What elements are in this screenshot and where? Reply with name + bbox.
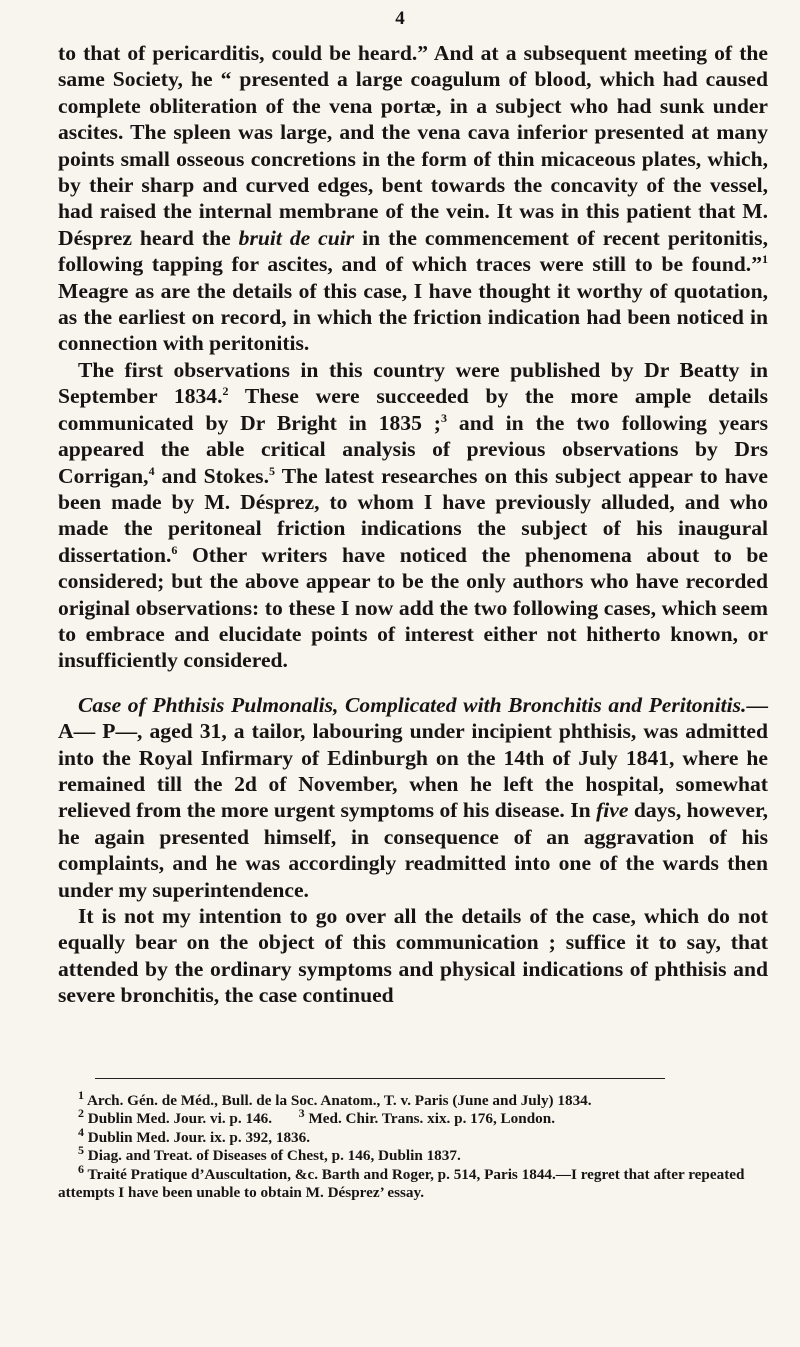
footnote-ref-5[interactable]: 5 xyxy=(268,463,275,478)
footnote-2-3 xyxy=(58,1106,770,1128)
p2-text-e: The latest researches on this subject appear to have been made by M. Désprez, to whom I have previously alluded, and who made the peritoneal friction indications the subject of his inaugural dissertation. xyxy=(58,463,768,567)
footnote-text: Diag. and Treat. of Diseases of Chest, p. 146, Dublin 1837. xyxy=(87,1147,461,1165)
footnote-ref-4[interactable]: 4 xyxy=(148,463,155,478)
footnote-number: 3 xyxy=(298,1106,305,1121)
footnote-divider xyxy=(95,1078,665,1079)
p2-text-c: and in the two following years appeared the able critical analysis of previous observations by Drs Corrigan, xyxy=(58,410,768,488)
p3-text-a: —A— P—, aged 31, a tailor, labouring under incipient phthisis, was admitted into the Royal Infirmary of Edinburgh on the 14th of July 1841, where he remained till the 2d of November, when he left the hospital, somewhat relieved from the more urgent symptoms of his disease. In xyxy=(58,692,768,823)
footnote-4 xyxy=(58,1124,770,1147)
paragraph-2 xyxy=(58,357,768,674)
footnote-ref-1[interactable]: 1 xyxy=(762,252,768,267)
footnote-1 xyxy=(58,1087,770,1110)
footnote-6 xyxy=(58,1161,770,1203)
footnote-number: 4 xyxy=(78,1124,84,1139)
p3-text-b: days, however, he again presented himself, in consequence of an aggravation of his complaints, and he was accordingly readmitted into one of the wards then under my superintendence. xyxy=(58,798,769,902)
p1-text-b: in the commencement of recent peritonitis, following tapping for ascites, and of which traces were still to be found.” xyxy=(58,225,768,277)
p2-text-d: and Stokes. xyxy=(154,463,269,488)
body-text xyxy=(58,40,768,1009)
p1-text-a: to that of pericarditis, could be heard.” And at a subsequent meeting of the same Society, he “ presented a large coagulum of blood, which had caused complete obliteration of the vena portæ, in a subject who had sunk under ascites. The spleen was large, and the vena cava inferior presented at many points small osseous concretions in the form of thin micaceous plates, which, by their sharp and curved edges, bent towards the concavity of the vessel, had raised the internal membrane of the vein. It was in this patient that M. Désprez heard the xyxy=(58,41,768,250)
paragraph-3 xyxy=(58,692,768,903)
paragraph-1 xyxy=(58,40,768,357)
footnote-number: 2 xyxy=(78,1106,84,1121)
footnote-number: 6 xyxy=(78,1161,84,1176)
footnote-ref-2[interactable]: 2 xyxy=(222,384,229,399)
footnote-text: Arch. Gén. de Méd., Bull. de la Soc. Anatom., T. v. Paris (June and July) 1834. xyxy=(86,1092,592,1109)
paragraph-4: It is not my intention to go over all the details of the case, which do not equally bear on the object of this communication ; suffice it to say, that attended by the ordinary symptoms and physical indications of phthisis and severe bronchitis, the case continued xyxy=(58,904,768,1008)
p2-text-b: These were succeeded by the more ample details communicated by Dr Bright in 1835 ; xyxy=(58,384,768,435)
p1-text-c: Meagre as are the details of this case, I have thought it worthy of quotation, as the earliest on record, in which the friction indication had been noticed in connection with peritonitis. xyxy=(58,278,768,356)
footnote-5 xyxy=(58,1143,770,1165)
p2-text-a: The first observations in this country were published by Dr Beatty in September 1834. xyxy=(58,357,768,409)
footnote-text: Med. Chir. Trans. xix. p. 176, London. xyxy=(308,1110,556,1128)
footnote-number: 5 xyxy=(78,1143,84,1158)
p2-text-f: Other writers have noticed the phenomena about to be considered; but the above appear to be the only authors who have recorded original observations: to these I now add the two following cases, which seem to embrace and elucidate points of interest either not hitherto known, or insufficiently considered. xyxy=(58,542,768,673)
case-title: Case of Phthisis Pulmonalis, Complicated with Bronchitis and Peritonitis. xyxy=(78,692,747,717)
footnote-number: 1 xyxy=(78,1087,84,1102)
footnote-text: Dublin Med. Jour. ix. p. 392, 1836. xyxy=(87,1128,311,1146)
p3-italic: five xyxy=(596,798,629,823)
footnote-text: Traité Pratique d’Auscultation, &c. Barth and Roger, p. 514, Paris 1844.—I regret that after repeated attempts I have been unable to obtain M. Désprez’ essay. xyxy=(58,1165,745,1202)
footnotes xyxy=(58,1087,770,1202)
page-number: 4 xyxy=(395,8,405,29)
footnote-ref-6[interactable]: 6 xyxy=(171,542,178,557)
footnote-text: Dublin Med. Jour. vi. p. 146. xyxy=(87,1110,273,1128)
footnote-ref-3[interactable]: 3 xyxy=(440,410,447,425)
p1-italic: bruit de cuir xyxy=(238,225,355,250)
